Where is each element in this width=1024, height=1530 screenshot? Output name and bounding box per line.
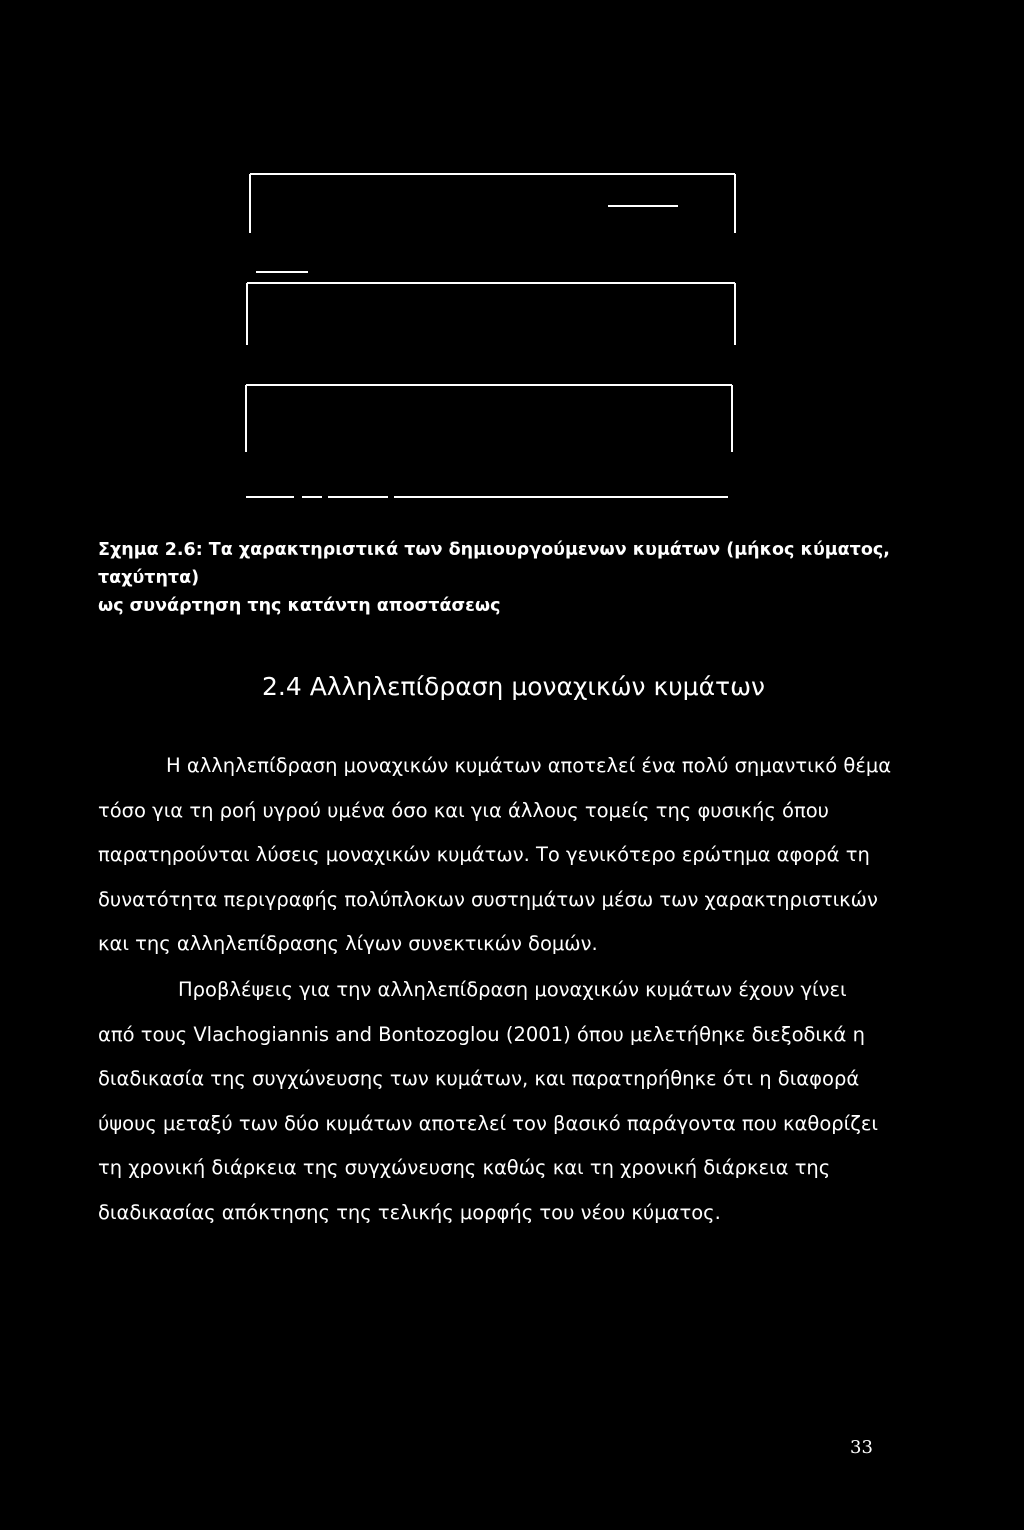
- caption-line-2: ως συνάρτηση της κατάντη αποστάσεως: [98, 596, 501, 616]
- paragraph-2-line: διαδικασία της συγχώνευσης των κυμάτων, και παρατηρήθηκε ότι η διαφορά: [98, 1067, 860, 1091]
- paragraph-2-line: τη χρονική διάρκεια της συγχώνευσης καθώς και τη χρονική διάρκεια της: [98, 1156, 831, 1180]
- caption-line-1: Σχημα 2.6: Τα χαρακτηριστικά των δημιουργούμενων κυμάτων (μήκος κύματος, ταχύτητα): [98, 540, 890, 588]
- figure-caption: [98, 536, 918, 620]
- paragraph-2-line: διαδικασίας απόκτησης της τελικής μορφής του νέου κύματος.: [98, 1200, 721, 1224]
- figure-wave-characteristics: [0, 0, 1024, 520]
- paragraph-1-line: και της αλληλεπίδρασης λίγων συνεκτικών δομών.: [98, 932, 598, 956]
- paragraph-1: [98, 744, 898, 967]
- page-number: 33: [850, 1437, 873, 1458]
- paragraph-2-line: Προβλέψεις για την αλληλεπίδραση μοναχικών κυμάτων έχουν γίνει: [178, 978, 847, 1001]
- plot-panel-amplitude: [246, 385, 732, 497]
- paragraph-1-line: τόσο για τη ροή υγρού υμένα όσο και για άλλους τομείς της φυσικής όπου: [98, 798, 829, 822]
- plot-panel-velocity: [247, 272, 735, 345]
- plot-panel-wavelength: [250, 174, 735, 233]
- paragraph-2-line: ύψους μεταξύ των δύο κυμάτων αποτελεί τον βασικό παράγοντα που καθορίζει: [98, 1111, 878, 1135]
- paragraph-2-line: από τους Vlachogiannis and Bontozoglou (2001) όπου μελετήθηκε διεξοδικά η: [98, 1022, 865, 1046]
- section-title: 2.4 Αλληλεπίδραση μοναχικών κυμάτων: [262, 672, 766, 701]
- paragraph-1-line: Η αλληλεπίδραση μοναχικών κυμάτων αποτελεί ένα πολύ σημαντικό θέμα: [166, 754, 892, 777]
- paragraph-2: [98, 968, 898, 1236]
- figure-plots: [0, 0, 1024, 520]
- paragraph-1-line: παρατηρούνται λύσεις μοναχικών κυμάτων. Το γενικότερο ερώτημα αφορά τη: [98, 843, 870, 867]
- paragraph-1-line: δυνατότητα περιγραφής πολύπλοκων συστημάτων μέσω των χαρακτηριστικών: [98, 887, 878, 911]
